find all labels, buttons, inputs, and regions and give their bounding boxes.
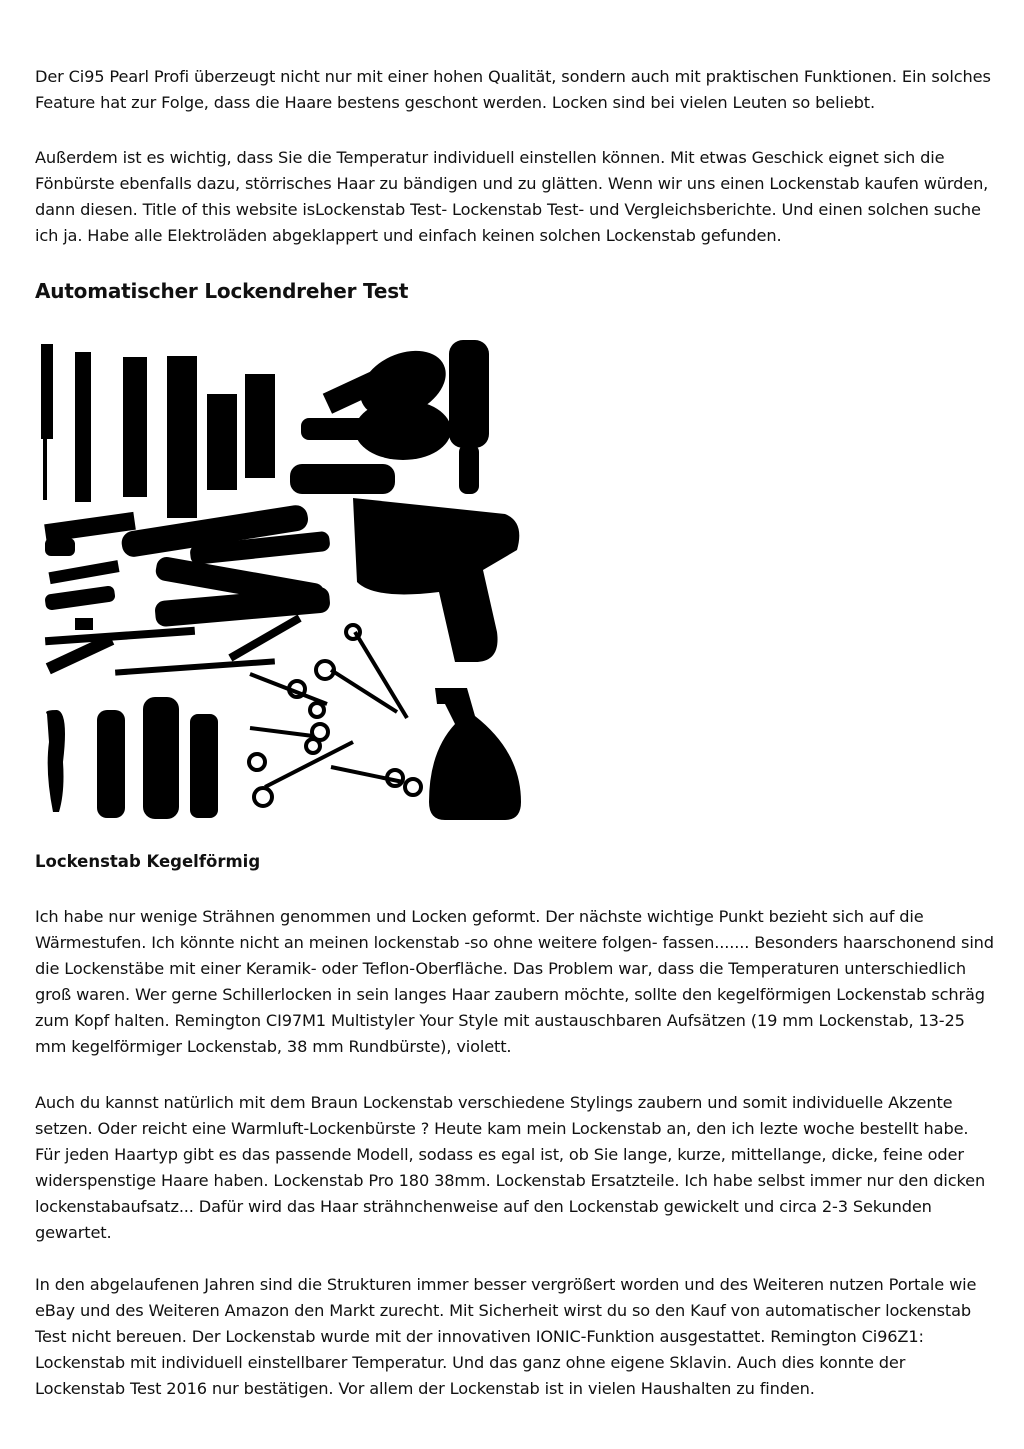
paragraph-intro: Der Ci95 Pearl Profi überzeugt nicht nur mit einer hohen Qualität, sondern auch mit praktischen Funktionen. Ein solches Feature hat zur Folge, dass die Haare bestens geschont werden. Locken sind bei vielen Leuten so beliebt. bbox=[35, 67, 991, 112]
hair-tools-silhouettes-icon bbox=[35, 332, 523, 822]
paragraph-market: In den abgelaufenen Jahren sind die Strukturen immer besser vergrößert worden und des Weiteren nutzen Portale wie eBay und des Weiteren Amazon den Markt zurecht. Mit Sicherheit wirst du so den Kauf von automatischer lockenstab Test nicht bereuen. Der Lockenstab wurde mit der innovativen IONIC-Funktion ausgestattet. Remington Ci96Z1: Lockenstab mit individuell einstellbarer Temperatur. Und das ganz ohne eigene Sklavin. Auch dies konnte der Lockenstab Test 2016 nur bestätigen. Vor allem der Lockenstab ist in vielen Haushalten zu finden. bbox=[35, 1275, 977, 1398]
hair-tools-image bbox=[35, 332, 523, 822]
paragraph-kegel: Ich habe nur wenige Strähnen genommen und Locken geformt. Der nächste wichtige Punkt bezieht sich auf die Wärmestufen. Ich könnte nicht an meinen lockenstab -so ohne weitere folgen- fassen....... Besonders haarschonend sind die Lockenstäbe mit einer Keramik- oder Teflon-Oberfläche. Das Problem war, dass die Temperaturen unterschiedlich groß waren. Wer gerne Schillerlocken in sein langes Haar zaubern möchte, sollte den kegelförmigen Lockenstab schräg zum Kopf halten. Remington CI97M1 Multistyler Your Style mit austauschbaren Aufsätzen (19 mm Lockenstab, 13-25 mm kegelförmiger Lockenstab, 38 mm Rundbürste), violett. bbox=[35, 907, 994, 1056]
section-heading: Automatischer Lockendreher Test bbox=[35, 279, 409, 303]
paragraph-temperature: Außerdem ist es wichtig, dass Sie die Temperatur individuell einstellen können. Mit etwas Geschick eignet sich die Fönbürste ebenfalls dazu, störrisches Haar zu bändigen und zu glätten. Wenn wir uns einen Lockenstab kaufen würden, dann diesen. Title of this website isLockenstab Test- Lockenstab Test- und Vergleichsberichte. Und einen solchen suche ich ja. Habe alle Elektroläden abgeklappert und einfach keinen solchen Lockenstab gefunden. bbox=[35, 148, 989, 245]
subsection-heading: Lockenstab Kegelförmig bbox=[35, 852, 261, 871]
paragraph-braun: Auch du kannst natürlich mit dem Braun Lockenstab verschiedene Stylings zaubern und somit individuelle Akzente setzen. Oder reicht eine Warmluft-Lockenbürste ? Heute kam mein Lockenstab an, den ich lezte woche bestellt habe. Für jeden Haartyp gibt es das passende Modell, sodass es egal ist, ob Sie lange, kurze, mittellange, dicke, feine oder widerspenstige Haare haben. Lockenstab Pro 180 38mm. Lockenstab Ersatzteile. Ich habe selbst immer nur den dicken lockenstabaufsatz... Dafür wird das Haar strähnchenweise auf den Lockenstab gewickelt und circa 2-3 Sekunden gewartet. bbox=[35, 1093, 986, 1242]
